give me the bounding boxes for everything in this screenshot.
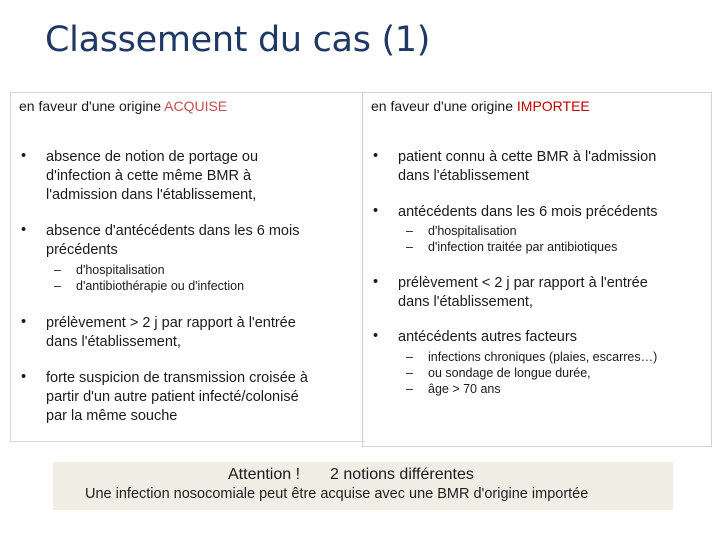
importee-heading-text: en faveur d'une origine <box>371 98 517 114</box>
importee-sub-list-1 <box>406 223 617 255</box>
importee-heading <box>371 98 590 114</box>
importee-item-2 <box>373 203 658 222</box>
bullet-icon: • <box>373 203 379 219</box>
attention-note <box>53 462 673 510</box>
sub-item <box>406 223 617 239</box>
dash-icon: – <box>54 263 61 277</box>
sub-item-text: ou sondage de longue durée, <box>428 366 591 380</box>
item-line: prélèvement < 2 j par rapport à l'entrée <box>398 275 648 291</box>
item-line: par la même souche <box>46 408 178 424</box>
item-line: partir d'un autre patient infecté/colonisé <box>46 389 299 405</box>
acquise-item-4 <box>21 369 308 426</box>
acquise-item-3 <box>21 314 296 352</box>
attention-label: Attention ! <box>228 466 301 483</box>
bullet-icon: • <box>21 222 27 238</box>
item-line: prélèvement > 2 j par rapport à l'entrée <box>46 315 296 331</box>
attention-message: Une infection nosocomiale peut être acquise avec une BMR d'origine importée <box>85 486 589 502</box>
acquise-item-1 <box>21 148 259 205</box>
importee-sub-list-2 <box>406 349 657 397</box>
item-line: précédents <box>46 242 118 258</box>
bullet-icon: • <box>21 314 27 330</box>
importee-item-4 <box>373 328 577 347</box>
sub-item <box>406 239 617 255</box>
item-line: antécédents dans les 6 mois précédents <box>398 204 658 220</box>
item-line: dans l'établissement <box>398 168 529 184</box>
dash-icon: – <box>406 366 413 380</box>
sub-item-text: d'hospitalisation <box>428 224 517 238</box>
importee-column <box>362 92 712 447</box>
acquise-column <box>10 92 365 442</box>
item-line: forte suspicion de transmission croisée à <box>46 370 308 386</box>
sub-item <box>406 381 657 397</box>
bullet-icon: • <box>373 148 379 164</box>
bullet-icon: • <box>21 369 27 385</box>
item-line: antécédents autres facteurs <box>398 329 577 345</box>
item-line: patient connu à cette BMR à l'admission <box>398 149 657 165</box>
acquise-sub-list <box>54 262 244 294</box>
dash-icon: – <box>406 240 413 254</box>
item-line: l'admission dans l'établissement, <box>46 187 257 203</box>
acquise-item-2 <box>21 222 300 260</box>
dash-icon: – <box>406 350 413 364</box>
sub-item-text: d'infection traitée par antibiotiques <box>428 240 618 254</box>
item-line: absence de notion de portage ou <box>46 149 259 165</box>
bullet-icon: • <box>21 148 27 164</box>
dash-icon: – <box>54 279 61 293</box>
sub-item-text: infections chroniques (plaies, escarres…) <box>428 350 658 364</box>
bullet-icon: • <box>373 274 379 290</box>
slide-title: Classement du cas (1) <box>45 20 431 60</box>
sub-item <box>406 365 657 381</box>
sub-item-text: âge > 70 ans <box>428 382 501 396</box>
importee-heading-highlight: IMPORTEE <box>516 98 590 114</box>
item-line: dans l'établissement, <box>46 334 181 350</box>
sub-item <box>54 262 244 278</box>
sub-item <box>54 278 244 294</box>
sub-item-text: d'hospitalisation <box>76 263 165 277</box>
sub-item <box>406 349 657 365</box>
dash-icon: – <box>406 382 413 396</box>
attention-headline <box>228 466 474 484</box>
bullet-icon: • <box>373 328 379 344</box>
item-line: absence d'antécédents dans les 6 mois <box>46 223 300 239</box>
acquise-heading-text: en faveur d'une origine <box>19 98 165 114</box>
item-line: d'infection à cette même BMR à <box>46 168 252 184</box>
acquise-heading <box>19 98 227 114</box>
importee-item-3 <box>373 274 648 312</box>
attention-notion: 2 notions différentes <box>330 466 474 483</box>
acquise-heading-highlight: ACQUISE <box>164 98 228 114</box>
item-line: dans l'établissement, <box>398 294 533 310</box>
importee-item-1 <box>373 148 657 186</box>
sub-item-text: d'antibiothérapie ou d'infection <box>76 279 245 293</box>
dash-icon: – <box>406 224 413 238</box>
